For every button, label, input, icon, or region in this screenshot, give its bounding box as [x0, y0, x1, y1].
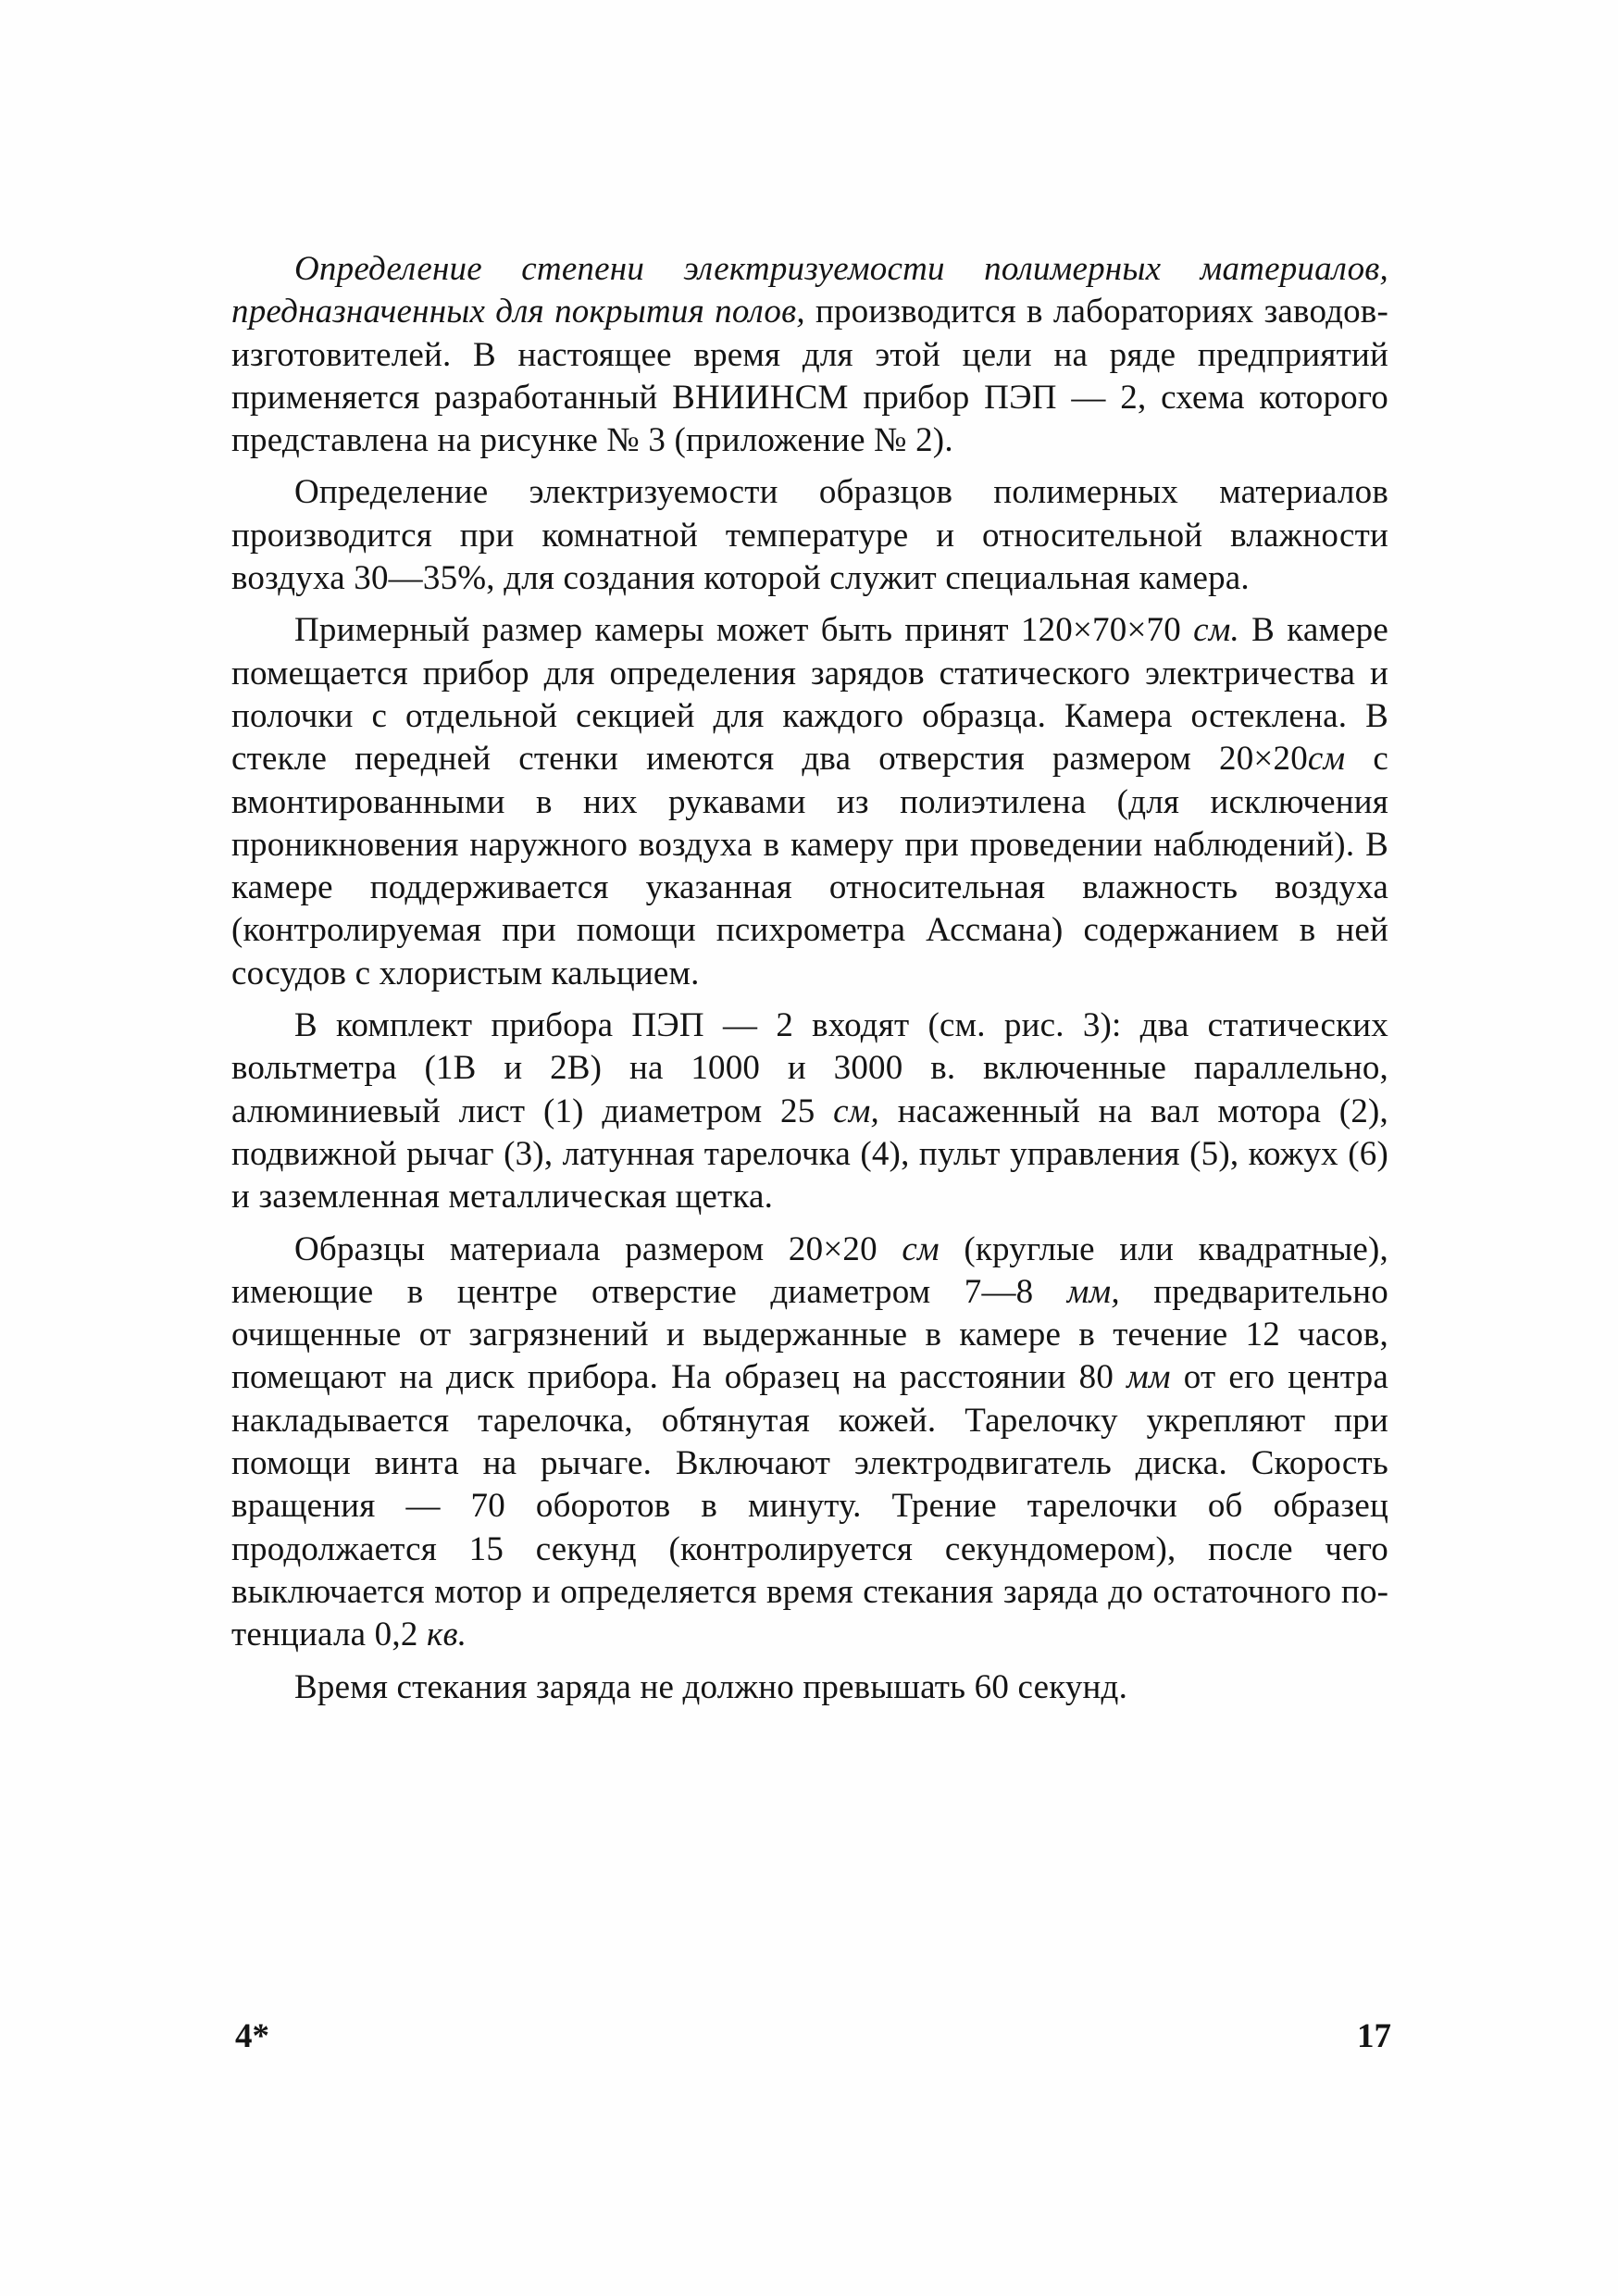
unit-cm: см,	[833, 1092, 880, 1130]
unit-kv: кв.	[426, 1616, 467, 1654]
paragraph-4-text-b: насаженный на вал мотора (2), подвижной рычаг (3), латунная тарелочка (4), пульт управления (5), кожух (6) и заземленная металлическая щетка.	[231, 1092, 1389, 1217]
paragraph-4-text-a: В комплект прибора ПЭП — 2 входят (см. рис. 3): два статических вольтметра (1В и 2В) на 1000 и 3000 в. включенные параллельно, алюминиевый лист (1) диаметром 25	[231, 1006, 1388, 1130]
unit-mm: мм	[1126, 1358, 1171, 1397]
italic-heading-phrase: Определение степени электризуемости полимерных материалов, предназначенных для покрытия полов,	[231, 250, 1388, 331]
signature-mark: 4*	[235, 2017, 269, 2055]
body-text	[231, 248, 1388, 1709]
unit-cm: см	[902, 1229, 940, 1268]
paragraph-5-text-d: от его центра накладывается тарелочка, обтянутая кожей. Тарелочку укрепляют при помощи винта на рычаге. Включают электродвигатель диска. Скорость вращения — 70 оборотов в минуту. Трение тарелочки об образец продолжается 15 секунд (контролируется секундомером), после чего выключается мотор и определяется время стекания заряда до остаточного потенциала 0,2	[231, 1358, 1388, 1654]
unit-cm: см	[1307, 740, 1346, 779]
unit-mm: мм,	[1066, 1272, 1120, 1311]
paragraph-1-text: производится в лабораториях заводов-изготовителей. В настоящее время для этой цели на ряде предприятий применяется разработанный ВНИИНСМ прибор ПЭП — 2, схема которого представлена на рисунке № 3 (приложение № 2).	[231, 293, 1388, 460]
paragraph-4	[231, 1004, 1388, 1218]
paragraph-5	[231, 1229, 1388, 1657]
paragraph-5-text-c: предварительно очищенные от загрязнений и выдержанные в камере в течение 12 часов, помещают на диск прибора. На образец на расстоянии 80	[231, 1272, 1388, 1397]
paragraph-5-text-b: (круглые или квадратные), имеющие в центре отверстие диаметром 7—8	[231, 1229, 1388, 1311]
page-number: 17	[1357, 2017, 1391, 2055]
paragraph-5-text-a: Образцы материала размером 20×20	[294, 1229, 902, 1268]
paragraph-3-text-b: В камере помещается прибор для определения зарядов статического электричества и полочки с отдельной секцией для каждого образца. Камера остеклена. В стекле передней стенки имеются два отверстия размером 20×20	[231, 611, 1388, 779]
paragraph-1	[231, 248, 1388, 462]
paragraph-2: Определение электризуемости образцов полимерных материалов производится при комнатной температуре и относительной влажности воздуха 30—35%, для создания которой служит специальная камера.	[231, 473, 1388, 598]
paragraph-3-text-a: Примерный размер камеры может быть принят 120×70×70	[294, 611, 1194, 650]
unit-cm: см.	[1193, 611, 1239, 650]
paragraph-6: Время стекания заряда не должно превышать 60 секунд.	[294, 1667, 1128, 1706]
paragraph-3	[231, 609, 1388, 995]
paragraph-3-text-c: с вмонтированными в них рукавами из полиэтилена (для исключения проникновения наружного воздуха в камеру при проведении наблюдений). В камере поддерживается указанная относительная влажность воздуха (контролируемая при помощи психрометра Ассмана) содержанием в ней сосудов с хлористым кальцием.	[231, 740, 1389, 992]
